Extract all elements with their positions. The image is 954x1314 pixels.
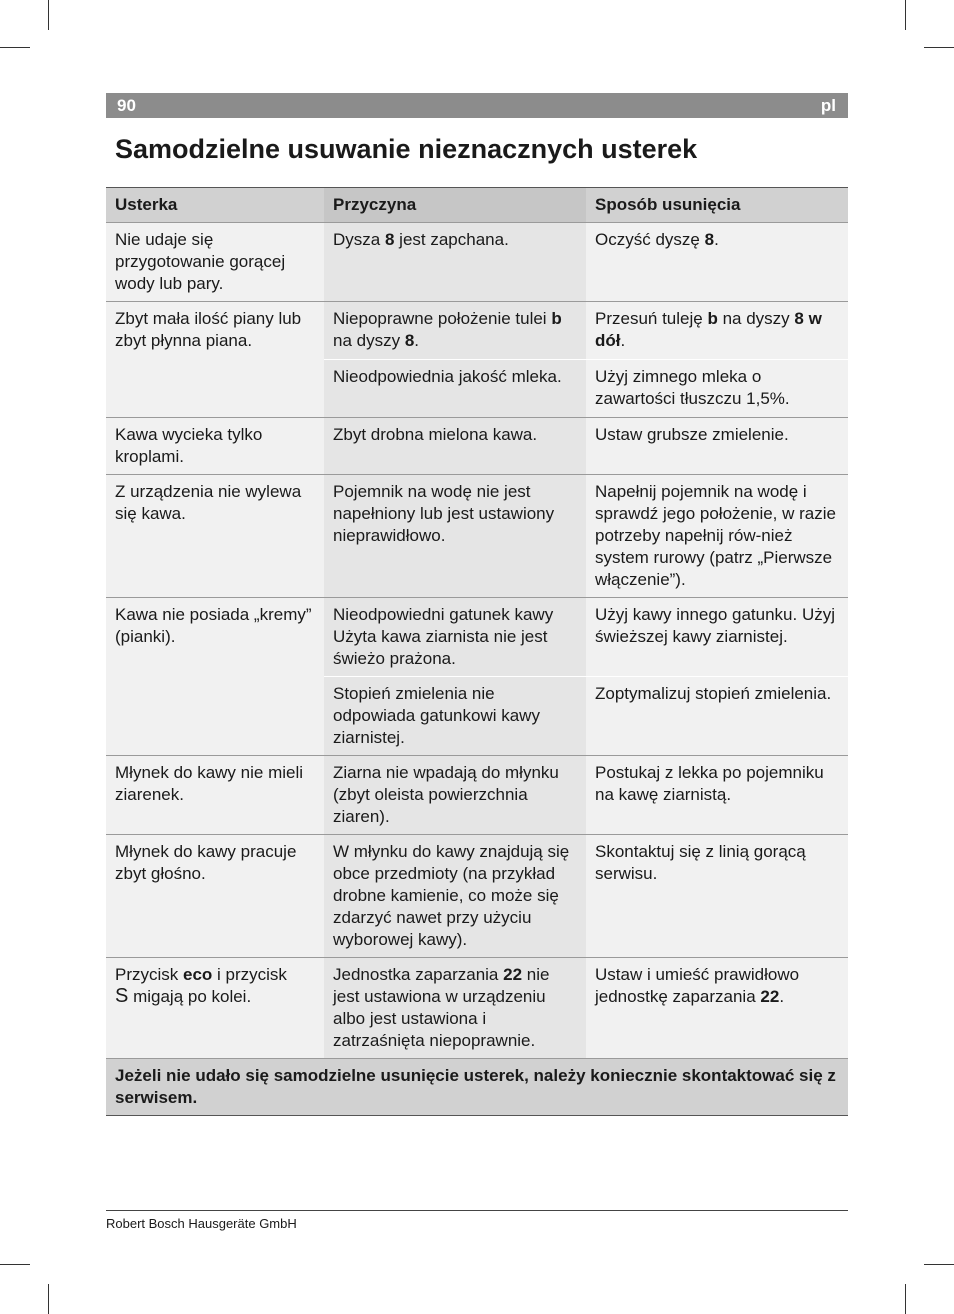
table-row bbox=[106, 223, 848, 302]
fault-text: migają po kolei. bbox=[128, 987, 252, 1006]
fault-cell: Kawa nie posiada „kremy” (pianki). bbox=[106, 598, 324, 756]
crop-mark bbox=[924, 1264, 954, 1265]
table-row bbox=[106, 475, 848, 598]
cause-text: . bbox=[414, 331, 420, 350]
remedy-text: Ustaw i umieść prawidłowo jednostkę zaparzania bbox=[595, 965, 800, 1006]
table-row bbox=[106, 598, 848, 677]
remedy-cell: Skontaktuj się z linią gorącą serwisu. bbox=[586, 835, 848, 958]
part-number: 22 bbox=[760, 987, 780, 1006]
remedy-cell: Postukaj z lekka po pojemniku na kawę ziarnistą. bbox=[586, 756, 848, 835]
remedy-cell bbox=[586, 302, 848, 360]
column-header-fault: Usterka bbox=[106, 188, 324, 223]
language-code: pl bbox=[820, 95, 836, 115]
fault-cell bbox=[106, 958, 324, 1059]
troubleshooting-table bbox=[106, 187, 848, 1116]
remedy-text: . bbox=[620, 331, 626, 350]
cause-cell: Pojemnik na wodę nie jest napełniony lub jest ustawiony nieprawidłowo. bbox=[324, 475, 586, 598]
cause-cell: Zbyt drobna mielona kawa. bbox=[324, 418, 586, 475]
remedy-cell: Napełnij pojemnik na wodę i sprawdź jego położenie, w razie potrzeby napełnij rów-nież system rurowy (patrz „Pierwsze włączenie”). bbox=[586, 475, 848, 598]
remedy-cell bbox=[586, 223, 848, 302]
remedy-cell bbox=[586, 958, 848, 1059]
eco-button-label: eco bbox=[183, 965, 213, 984]
cause-text: nie jest ustawiona w urządzeniu albo jest ustawiona i zatrzaśnięta niepoprawnie. bbox=[333, 965, 550, 1050]
cause-cell: Stopień zmielenia nie odpowiada gatunkowi kawy ziarnistej. bbox=[324, 677, 586, 756]
fault-cell: Nie udaje się przygotowanie gorącej wody lub pary. bbox=[106, 223, 324, 302]
cause-text: Niepoprawne położenie tulei bbox=[333, 309, 552, 328]
service-note: Jeżeli nie udało się samodzielne usunięcie usterek, należy koniecznie skontaktować się z serwisem. bbox=[106, 1059, 848, 1116]
page-number: 90 bbox=[117, 95, 136, 115]
cause-cell bbox=[324, 958, 586, 1059]
table-row bbox=[106, 835, 848, 958]
crop-mark bbox=[0, 1264, 30, 1265]
column-header-remedy: Sposób usunięcia bbox=[586, 188, 848, 223]
fault-cell: Młynek do kawy pracuje zbyt głośno. bbox=[106, 835, 324, 958]
page-title: Samodzielne usuwanie nieznacznych usterek bbox=[115, 134, 698, 164]
footer-company: Robert Bosch Hausgeräte GmbH bbox=[106, 1216, 297, 1231]
remedy-text: na dyszy bbox=[717, 309, 795, 328]
remedy-text: . bbox=[779, 987, 785, 1006]
cause-text: jest zapchana. bbox=[394, 230, 509, 249]
part-number: 22 bbox=[503, 965, 523, 984]
fault-cell: Z urządzenia nie wylewa się kawa. bbox=[106, 475, 324, 598]
crop-mark bbox=[924, 47, 954, 48]
part-letter: b bbox=[707, 309, 718, 328]
remedy-text: Oczyść dyszę bbox=[595, 230, 705, 249]
fault-cell: Kawa wycieka tylko kroplami. bbox=[106, 418, 324, 475]
remedy-text: . bbox=[714, 230, 719, 249]
column-header-cause: Przyczyna bbox=[324, 188, 586, 223]
part-number: 8 w dół bbox=[595, 309, 822, 350]
part-number: 8 bbox=[384, 230, 395, 249]
table-row bbox=[106, 418, 848, 475]
table-row bbox=[106, 756, 848, 835]
crop-mark bbox=[48, 0, 49, 30]
fault-text: Przycisk bbox=[115, 965, 183, 984]
crop-mark bbox=[0, 47, 30, 48]
footer-divider bbox=[106, 1210, 848, 1211]
fault-cell: Młynek do kawy nie mieli ziarenek. bbox=[106, 756, 324, 835]
cause-cell bbox=[324, 302, 586, 360]
cause-text: Jednostka zaparzania bbox=[333, 965, 504, 984]
fault-cell: Zbyt mała ilość piany lub zbyt płynna piana. bbox=[106, 302, 324, 418]
cause-cell: W młynku do kawy znajdują się obce przedmioty (na przykład drobne kamienie, co może się zdarzyć nawet przy użyciu wyborowej kawy). bbox=[324, 835, 586, 958]
part-letter: b bbox=[551, 309, 562, 328]
strength-button-icon: S bbox=[115, 985, 129, 1007]
part-number: 8 bbox=[404, 331, 415, 350]
table-row bbox=[106, 958, 848, 1059]
remedy-cell: Ustaw grubsze zmielenie. bbox=[586, 418, 848, 475]
crop-mark bbox=[905, 0, 906, 30]
remedy-text: Przesuń tuleję bbox=[595, 309, 708, 328]
cause-cell: Nieodpowiedni gatunek kawy Użyta kawa ziarnista nie jest świeżo prażona. bbox=[324, 598, 586, 677]
remedy-cell: Użyj kawy innego gatunku. Użyj świeższej kawy ziarnistej. bbox=[586, 598, 848, 677]
cause-cell bbox=[324, 223, 586, 302]
table-footer-row bbox=[106, 1059, 848, 1116]
remedy-cell: Użyj zimnego mleka o zawartości tłuszczu 1,5%. bbox=[586, 360, 848, 418]
cause-text: na dyszy bbox=[333, 331, 405, 350]
part-number: 8 bbox=[704, 230, 715, 249]
table-row bbox=[106, 302, 848, 360]
fault-text: i przycisk bbox=[212, 965, 287, 984]
cause-cell: Ziarna nie wpadają do młynku (zbyt oleista powierzchnia ziaren). bbox=[324, 756, 586, 835]
remedy-cell: Zoptymalizuj stopień zmielenia. bbox=[586, 677, 848, 756]
crop-mark bbox=[905, 1284, 906, 1314]
page-header-bar bbox=[106, 93, 848, 118]
crop-mark bbox=[48, 1284, 49, 1314]
cause-cell: Nieodpowiednia jakość mleka. bbox=[324, 360, 586, 418]
table-header-row bbox=[106, 188, 848, 223]
cause-text: Dysza bbox=[333, 230, 385, 249]
